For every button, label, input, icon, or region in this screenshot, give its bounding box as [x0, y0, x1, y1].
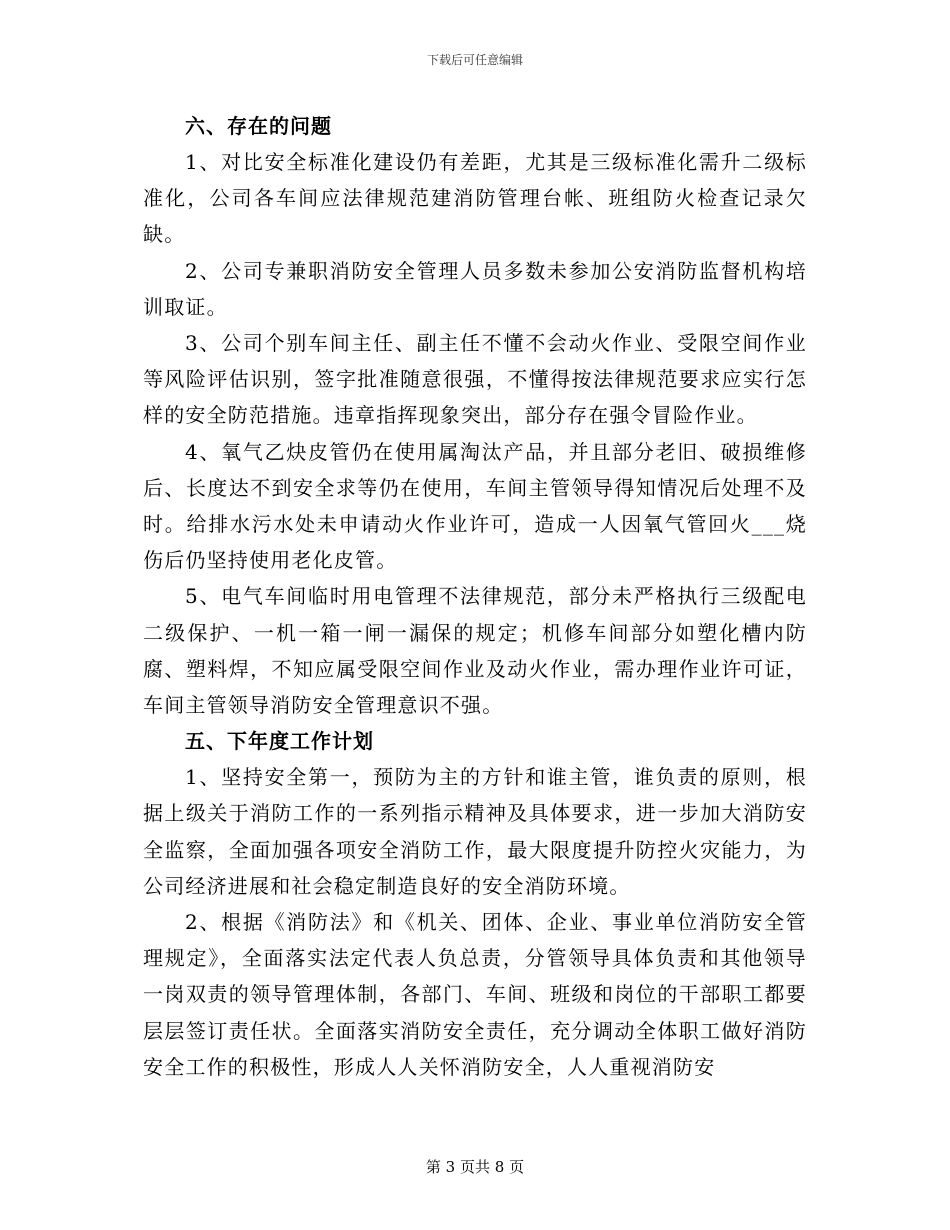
section-heading-next-year-plan: 五、下年度工作计划 [185, 729, 374, 754]
paragraph: 3、公司个别车间主任、副主任不懂不会动火作业、受限空间作业等风险评估识别，签字批准随意很强，不懂得按法律规范要求应实行怎样的安全防范措施。违章指挥现象突出，部分存在强令冒险作业。 [143, 331, 807, 428]
paragraph: 2、根据《消防法》和《机关、团体、企业、事业单位消防安全管理规定》，全面落实法定代表人负总责，分管领导具体负责和其他领导一岗双责的领导管理体制，各部门、车间、班级和岗位的干部职工都要层层签订责任状。全面落实消防安全责任，充分调动全体职工做好消防安全工作的积极性，形成人人关怀消防安全，人人重视消防安 [143, 910, 807, 1079]
document-body [143, 108, 807, 1085]
section-heading-problems: 六、存在的问题 [185, 114, 332, 138]
paragraph: 2、公司专兼职消防安全管理人员多数未参加公安消防监督机构培训取证。 [143, 258, 807, 319]
page-header: 下载后可任意编辑 [426, 53, 523, 67]
paragraph: 5、电气车间临时用电管理不法律规范，部分未严格执行三级配电二级保护、一机一箱一闸一漏保的规定；机修车间部分如塑化槽内防腐、塑料焊，不知应属受限空间作业及动火作业，需办理作业许可证，车间主管领导消防安全管理意识不强。 [143, 584, 807, 718]
paragraph: 1、对比安全标准化建设仍有差距，尤其是三级标准化需升二级标准化，公司各车间应法律规范建消防管理台帐、班组防火检查记录欠缺。 [143, 150, 807, 247]
paragraph: 4、氧气乙炔皮管仍在使用属淘汰产品，并且部分老旧、破损维修后、长度达不到安全求等仍在使用，车间主管领导得知情况后处理不及时。给排水污水处未申请动火作业许可，造成一人因氧气管回火___烧伤后仍坚持使用老化皮管。 [143, 439, 807, 573]
page-footer: 第 3 页共 8 页 [425, 1158, 525, 1176]
paragraph: 1、坚持安全第一，预防为主的方针和谁主管，谁负责的原则，根据上级关于消防工作的一系列指示精神及具体要求，进一步加大消防安全监察，全面加强各项安全消防工作，最大限度提升防控火灾能力，为公司经济进展和社会稳定制造良好的安全消防环境。 [143, 765, 807, 898]
